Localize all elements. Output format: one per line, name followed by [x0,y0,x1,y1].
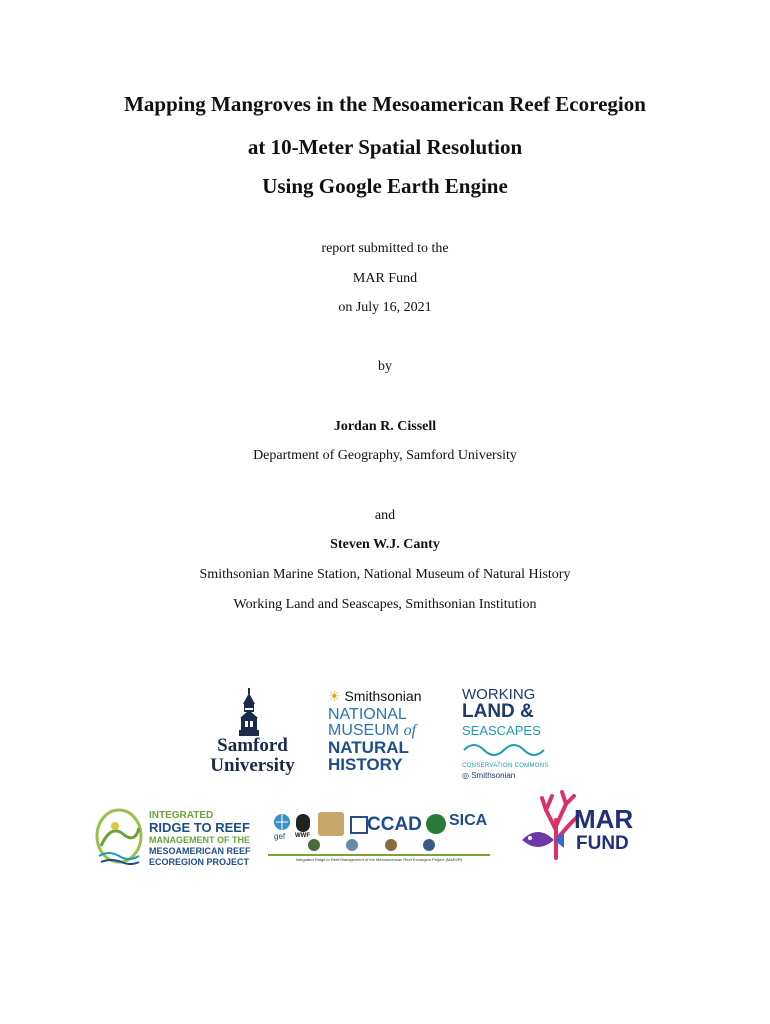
r2r-line-5: ECOREGION PROJECT [149,857,250,867]
author-1-affiliation: Department of Geography, Samford University [253,448,517,463]
sica-label: SICA [449,812,488,829]
r2r-line-3: MANAGEMENT OF THE [149,835,250,845]
samford-logo [195,686,310,781]
r2r-emblem-icon [93,806,145,870]
gef-label: gef [274,832,286,841]
author-1-name: Jordan R. Cissell [333,419,437,434]
title-line-1: Mapping Mangroves in the Mesoamerican Reef Ecoregion [124,92,646,116]
nmnh-line-2: MUSEUM [328,722,400,739]
seal-icon [346,839,358,851]
marfund-logo [518,790,648,862]
partners-divider [268,854,490,856]
wls-line-4: CONSERVATION COMMONS [462,763,549,769]
nmnh-of: of [403,722,417,739]
wave-icon [462,738,552,758]
wls-line-2: LAND & [462,701,534,722]
nmnh-line-4: HISTORY [328,755,403,774]
wls-line-1: WORKING [462,686,536,703]
nmnh-line-1: NATIONAL [328,706,407,723]
date-line: on July 16, 2021 [338,300,432,315]
author-2-affiliation-2: Working Land and Seascapes, Smithsonian Institution [233,597,537,612]
sica-emblem-icon [426,814,446,834]
nmnh-top: Smithsonian [344,688,422,704]
samford-logo-line-1: Samford [217,735,288,756]
nmnh-logo [328,688,438,780]
r2r-line-1: INTEGRATED [149,810,214,821]
r2r-line-4: MESOAMERICAN REEF [149,846,251,856]
nmnh-line-3: NATURAL [328,738,409,757]
marfund-line-1: MAR [574,804,634,834]
ccad-label: CCAD [367,814,422,835]
recipient-line: MAR Fund [352,271,418,286]
mayan-emblem-icon [318,812,344,836]
author-2-affiliation-1: Smithsonian Marine Station, National Museum of Natural History [199,567,571,582]
seal-icon [423,839,435,851]
author-2-name: Steven W.J. Canty [330,537,440,552]
wwf-panda-icon [296,814,310,832]
title-line-3: Using Google Earth Engine [262,174,508,198]
wls-logo [462,687,572,779]
wls-line-5: Smithsonian [471,771,516,780]
ccad-emblem-icon [350,816,368,834]
submitted-line: report submitted to the [321,241,449,256]
partners-logo-strip [268,808,490,864]
gef-globe-icon [272,812,292,834]
seal-icon [308,839,320,851]
marfund-line-2: FUND [576,833,629,854]
title-line-2: at 10-Meter Spatial Resolution [247,135,523,159]
seal-icon [385,839,397,851]
r2r-line-2: RIDGE TO REEF [149,820,250,835]
smithsonian-sun-icon: ☀ [328,688,341,704]
partners-caption: Integrated Ridge to Reef Management of the Mesoamerican Reef Ecoregion Project (MAR2R) [295,857,463,862]
r2r-logo [93,806,258,870]
samford-logo-line-2: University [210,755,295,776]
smithsonian-mini-icon: ◎ [462,771,469,780]
and-text: and [374,508,396,523]
by-text: by [378,359,392,374]
partner-seals-row [308,838,458,852]
wls-line-3: SEASCAPES [462,723,541,738]
wwf-label: WWF [295,833,310,839]
